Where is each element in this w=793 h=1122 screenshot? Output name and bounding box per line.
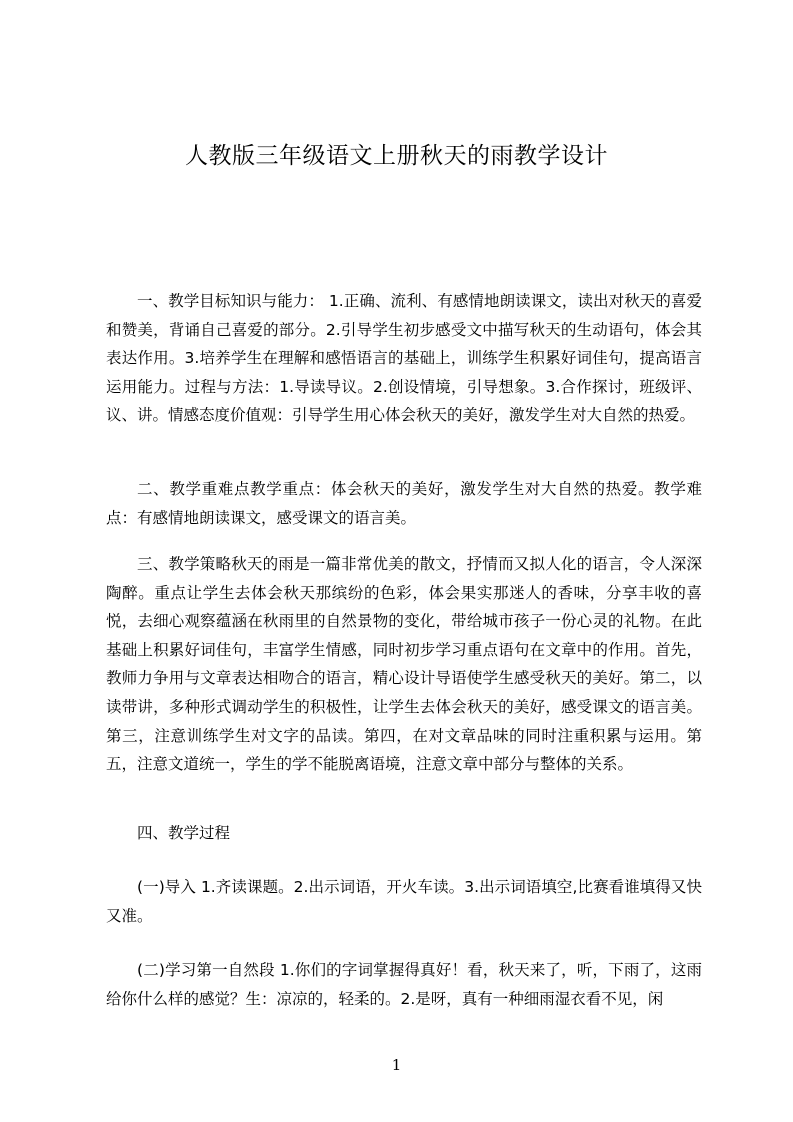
paragraph-teaching-process-heading: 四、教学过程: [137, 824, 231, 842]
paragraph-teaching-strategy: 三、教学策略秋天的雨是一篇非常优美的散文，抒情而又拟人化的语言，令人深深陶醉。重点让学生去体会秋天那缤纷的色彩，体会果实那迷人的香味，分享丰收的喜悦，去细心观察蕴涵在秋雨里的自然景物的变化，带给城市孩子一份心灵的礼物。在此基础上积累好词佳句，丰富学生情感，同时初步学习重点语句在文章中的作用。首先，教师力争用与文章表达相吻合的语言，精心设计导语使学生感受秋天的美好。第二，以读带讲，多种形式调动学生的积极性，让学生去体会秋天的美好，感受课文的语言美。第三，注意训练学生对文字的品读。第四，在对文章品味的同时注重积累与运用。第五，注意文道统一，学生的学不能脱离语境，注意文章中部分与整体的关系。: [106, 555, 702, 774]
paragraph-first-section-study: (二)学习第一自然段 1.你们的字词掌握得真好！看，秋天来了，听，下雨了，这雨给你什么样的感觉？生：凉凉的，轻柔的。2.是呀，真有一种细雨湿衣看不见，闲: [106, 961, 702, 1008]
paragraph-teaching-objectives: 一、教学目标知识与能力： 1.正确、流利、有感情地朗读课文，读出对秋天的喜爱和赞美，背诵自己喜爱的部分。2.引导学生初步感受文中描写秋天的生动语句，体会其表达作用。3.培养学生在理解和感悟语言的基础上，训练学生积累好词佳句，提高语言运用能力。过程与方法：1.导读导议。2.创设情境，引导想象。3.合作探讨，班级评、议、讲。情感态度价值观：引导学生用心体会秋天的美好，激发学生对大自然的热爱。: [106, 292, 702, 425]
paragraph-introduction: (一)导入 1.齐读课题。2.出示词语，开火车读。3.出示词语填空,比赛看谁填得又快又准。: [106, 878, 702, 925]
paragraph-key-difficulties: 二、教学重难点教学重点：体会秋天的美好，激发学生对大自然的热爱。教学难点：有感情地朗读课文，感受课文的语言美。: [106, 480, 702, 527]
page-title: 人教版三年级语文上册秋天的雨教学设计: [185, 143, 608, 169]
page-number: 1: [391, 1056, 402, 1074]
